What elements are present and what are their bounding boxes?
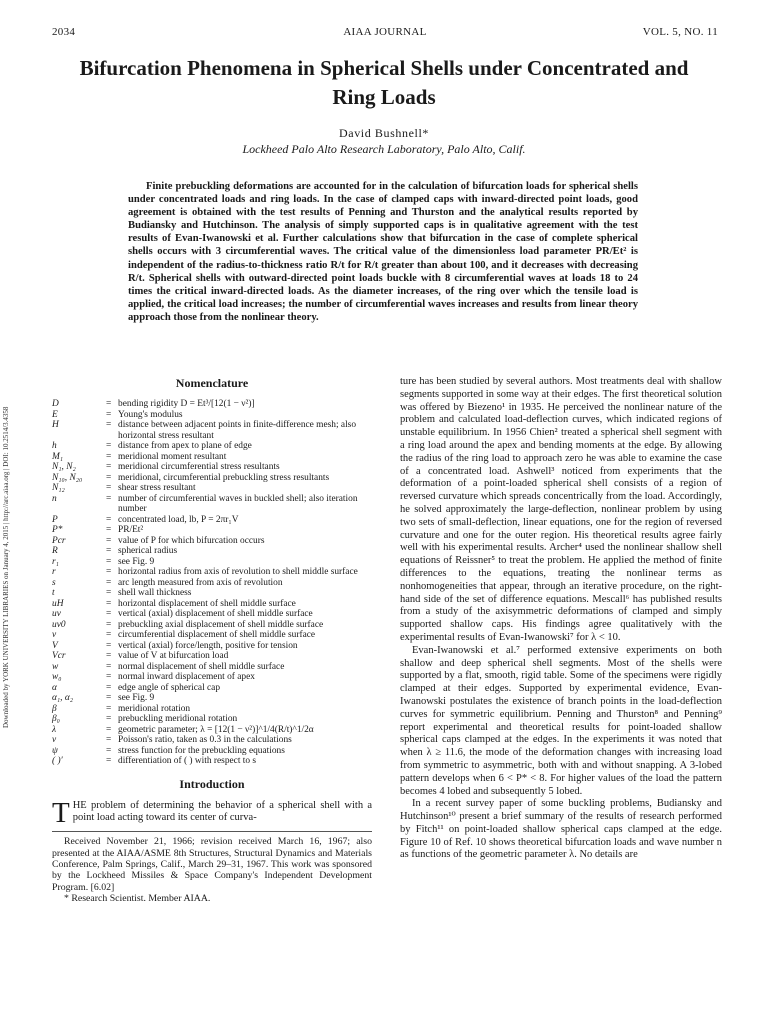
equals-sign: = bbox=[106, 598, 112, 609]
nomenclature-row bbox=[52, 641, 372, 652]
nomenclature-symbol: M₁ bbox=[52, 451, 64, 462]
equals-sign: = bbox=[106, 535, 112, 546]
nomenclature-row bbox=[52, 651, 372, 662]
nomenclature-symbol: ν bbox=[52, 735, 57, 745]
nomenclature-heading: Nomenclature bbox=[175, 376, 249, 390]
nomenclature-definition: meridional, circumferential prebuckling stress resultants bbox=[118, 472, 330, 483]
nomenclature-row bbox=[52, 452, 372, 463]
nomenclature-symbol: V bbox=[52, 640, 58, 651]
nomenclature-row bbox=[52, 725, 372, 736]
nomenclature-row bbox=[52, 515, 372, 526]
nomenclature-definition: vertical (axial) displacement of shell middle surface bbox=[118, 609, 313, 619]
nomenclature-row bbox=[52, 588, 372, 599]
equals-sign: = bbox=[106, 661, 112, 672]
equals-sign: = bbox=[106, 714, 112, 724]
nomenclature-row bbox=[52, 536, 372, 547]
nomenclature-symbol: s bbox=[52, 577, 56, 588]
nomenclature-row bbox=[52, 609, 372, 620]
nomenclature-definition: Poisson's ratio, taken as 0.3 in the calculations bbox=[118, 735, 292, 745]
equals-sign: = bbox=[106, 567, 112, 577]
introduction-paragraph bbox=[52, 796, 372, 829]
equals-sign: = bbox=[106, 420, 112, 430]
nomenclature-symbol: r₁ bbox=[52, 556, 59, 567]
body-paragraph: Evan-Iwanowski et al.⁷ performed extensive experiments on both shallow and deep spherical shell segments. Most of the shells were supported by a flat, smooth, rigid table. Some of the specimens were rigidly clamped at their edges. Supported by experimental evidence, Evan-Iwanowski postulates the existence of branch points in the load-deflection curves for symmetric equilibrium. Penning and Thurston⁸ and Penning⁹ report experimental and theoretical results for point-loaded shallow spherical caps clamped at the edges. In the experiments it was noted that when λ ≥ 11.6, the mode of the deformation changes with increasing load from symmetric to asymmetric, both with and without snapping. A 3-lobed pattern develops when 6 < P* < 8. For higher values of the load the pattern becomes 4 lobed and subsequently 5 lobed. bbox=[400, 644, 722, 797]
equals-sign: = bbox=[106, 451, 112, 462]
drop-cap: T bbox=[52, 796, 70, 829]
download-watermark: Downloaded by YORK UNIVERSITY LIBRARIES on January 4, 2015 | http://arc.aiaa.org | DOI: 10.2514/3.4358 bbox=[2, 406, 10, 728]
nomenclature-definition: number of circumferential waves in buckled shell; also iteration number bbox=[118, 493, 358, 514]
body-paragraph: ture has been studied by several authors. Most treatments deal with shallow segments supported in some way at their edges. The first theoretical solution was offered by Biezeno¹ in 1935. He perceived the nonlinear nature of the problem and calculated load-deflection curves, which indicated regions of unstable equilibrium. In 1956 Chien² treated a spherical shell segment with a ring load around the apex and bending moments at the edge. By allowing the radius of the ring load to approach zero he was able to examine the case of a concentrated load. Ashwell³ noticed from experiments that the deformation of a point-loaded spherical shell consists of a region of reversed curvature which spreads concentrically from the load. Accordingly, he solved approximately the large-deflection, nonlinear problem by using two sets of small-deflection, linear equations, one for the region of reversed curvature and one for the outer region. His theoretical results agree fairly well with his experimental results. Archer⁴ used the nonlinear shallow shell equations of Reissner⁵ to treat the problem. He applied the method of finite differences to the equations, treating the nonlinear terms as nonhomogeneities that appear, through an iterative procedure, on the right-hand side of the set of difference equations. Mescall⁶ has published results from a study of the axisymmetric deformations of clamped and simply supported shallow caps. His findings agree qualitatively with the experimental results of Evan-Iwanowski⁷ for λ < 10. bbox=[400, 376, 722, 643]
nomenclature-definition: PR/Et² bbox=[118, 525, 144, 535]
nomenclature-definition: vertical (axial) force/length, positive for tension bbox=[118, 640, 298, 651]
nomenclature-symbol: λ bbox=[52, 724, 57, 735]
nomenclature-definition: differentiation of ( ) with respect to s bbox=[118, 756, 257, 766]
nomenclature-row bbox=[52, 399, 372, 410]
nomenclature-symbol: N₁, N₂ bbox=[52, 462, 76, 472]
page-number: 2034 bbox=[52, 26, 76, 38]
equals-sign: = bbox=[106, 472, 112, 483]
nomenclature-row bbox=[52, 620, 372, 631]
nomenclature-symbol: α bbox=[52, 682, 57, 693]
nomenclature-definition: meridional circumferential stress resultants bbox=[118, 462, 280, 472]
introduction-heading: Introduction bbox=[179, 776, 245, 791]
paper-title: Bifurcation Phenomena in Spherical Shells under Concentrated and Ring Loads bbox=[79, 56, 689, 109]
nomenclature-symbol: β₀ bbox=[52, 714, 60, 724]
nomenclature-definition: prebuckling axial displacement of shell middle surface bbox=[118, 619, 324, 630]
equals-sign: = bbox=[106, 588, 112, 598]
volume-info: VOL. 5, NO. 11 bbox=[642, 26, 718, 38]
nomenclature-symbol: ( )′ bbox=[52, 756, 63, 766]
nomenclature-symbol: Vcr bbox=[52, 651, 66, 661]
nomenclature-list bbox=[52, 399, 372, 767]
author-name: David Bushnell* bbox=[339, 126, 429, 140]
equals-sign: = bbox=[106, 630, 112, 640]
nomenclature-definition: shell wall thickness bbox=[118, 588, 192, 598]
equals-sign: = bbox=[106, 672, 112, 682]
nomenclature-definition: edge angle of spherical cap bbox=[118, 682, 221, 693]
nomenclature-symbol: α₁, α₂ bbox=[52, 693, 74, 703]
nomenclature-row bbox=[52, 735, 372, 746]
equals-sign: = bbox=[106, 724, 112, 735]
equals-sign: = bbox=[106, 651, 112, 661]
equals-sign: = bbox=[106, 441, 112, 451]
nomenclature-symbol: R bbox=[52, 546, 58, 556]
nomenclature-symbol: t bbox=[52, 588, 55, 598]
equals-sign: = bbox=[106, 525, 112, 535]
nomenclature-row bbox=[52, 525, 372, 536]
nomenclature-definition: stress function for the prebuckling equations bbox=[118, 745, 285, 756]
nomenclature-symbol: P* bbox=[52, 525, 63, 535]
nomenclature-definition: see Fig. 9 bbox=[118, 693, 155, 703]
nomenclature-row bbox=[52, 746, 372, 757]
equals-sign: = bbox=[106, 399, 112, 409]
equals-sign: = bbox=[106, 745, 112, 756]
equals-sign: = bbox=[106, 619, 112, 630]
nomenclature-symbol: uv0 bbox=[52, 619, 66, 630]
nomenclature-definition: horizontal displacement of shell middle surface bbox=[118, 598, 296, 609]
equals-sign: = bbox=[106, 640, 112, 651]
nomenclature-definition: geometric parameter; λ = [12(1 − ν²)]^1/4(R/t)^1/2α bbox=[118, 724, 314, 735]
footnotes bbox=[52, 831, 372, 904]
nomenclature-symbol: w₀ bbox=[52, 672, 62, 682]
equals-sign: = bbox=[106, 493, 112, 504]
nomenclature-definition: distance from apex to plane of edge bbox=[118, 441, 252, 451]
nomenclature-symbol: Pcr bbox=[52, 535, 66, 546]
nomenclature-definition: normal displacement of shell middle surface bbox=[118, 661, 285, 672]
nomenclature-row bbox=[52, 578, 372, 589]
nomenclature-row bbox=[52, 420, 372, 441]
equals-sign: = bbox=[106, 409, 112, 420]
nomenclature-definition: value of P for which bifurcation occurs bbox=[118, 535, 265, 546]
nomenclature-definition: spherical radius bbox=[118, 546, 178, 556]
nomenclature-symbol: uH bbox=[52, 598, 64, 609]
equals-sign: = bbox=[106, 756, 112, 766]
nomenclature-definition: normal inward displacement of apex bbox=[118, 672, 255, 682]
nomenclature-row bbox=[52, 567, 372, 578]
nomenclature-symbol: H bbox=[52, 420, 59, 430]
nomenclature-symbol: ψ bbox=[52, 745, 58, 756]
nomenclature-definition: horizontal radius from axis of revolution to shell middle surface bbox=[118, 567, 358, 577]
equals-sign: = bbox=[106, 546, 112, 556]
equals-sign: = bbox=[106, 577, 112, 588]
equals-sign: = bbox=[106, 682, 112, 693]
nomenclature-row bbox=[52, 672, 372, 683]
nomenclature-row bbox=[52, 662, 372, 673]
nomenclature-row bbox=[52, 557, 372, 568]
equals-sign: = bbox=[106, 609, 112, 619]
nomenclature-row bbox=[52, 410, 372, 421]
nomenclature-row bbox=[52, 630, 372, 641]
nomenclature-row bbox=[52, 483, 372, 494]
footnote-author: * Research Scientist. Member AIAA. bbox=[64, 893, 211, 905]
equals-sign: = bbox=[106, 462, 112, 472]
nomenclature-row bbox=[52, 441, 372, 452]
nomenclature-definition: circumferential displacement of shell middle surface bbox=[118, 630, 316, 640]
nomenclature-symbol: P bbox=[52, 514, 58, 525]
nomenclature-definition: arc length measured from axis of revolution bbox=[118, 577, 283, 588]
nomenclature-definition: bending rigidity D = Et³/[12(1 − ν²)] bbox=[118, 399, 255, 409]
nomenclature-symbol: h bbox=[52, 441, 57, 451]
nomenclature-symbol: E bbox=[52, 409, 58, 420]
equals-sign: = bbox=[106, 556, 112, 567]
nomenclature-symbol: r bbox=[52, 567, 56, 577]
nomenclature-definition: meridional rotation bbox=[118, 703, 191, 714]
nomenclature-symbol: v bbox=[52, 630, 57, 640]
nomenclature-definition: value of V at bifurcation load bbox=[118, 651, 229, 661]
equals-sign: = bbox=[106, 483, 112, 493]
nomenclature-row bbox=[52, 546, 372, 557]
right-column bbox=[400, 376, 722, 1016]
left-column bbox=[52, 376, 372, 1016]
author-affiliation: Lockheed Palo Alto Research Laboratory, Palo Alto, Calif. bbox=[242, 142, 526, 156]
nomenclature-symbol: β bbox=[52, 703, 57, 714]
nomenclature-definition: distance between adjacent points in finite-difference mesh; also horizontal stress resultant bbox=[118, 420, 357, 441]
nomenclature-symbol: N₁₀, N₂₀ bbox=[52, 472, 83, 483]
footnote-received: Received November 21, 1966; revision received March 16, 1967; also presented at the AIAA/ASME 8th Structures, Structural Dynamics and Materials Conference, Palm Springs, Calif., March 29–31, 1967. This work was sponsored by the Lockheed Missiles & Space Company's Independent Development Program. [6.02] bbox=[52, 836, 372, 893]
nomenclature-row bbox=[52, 599, 372, 610]
nomenclature-definition: prebuckling meridional rotation bbox=[118, 714, 238, 724]
nomenclature-symbol: n bbox=[52, 493, 57, 504]
nomenclature-row bbox=[52, 494, 372, 515]
nomenclature-definition: concentrated load, lb, P = 2πr₁V bbox=[118, 514, 239, 525]
nomenclature-definition: Young's modulus bbox=[118, 409, 183, 420]
equals-sign: = bbox=[106, 514, 112, 525]
nomenclature-row bbox=[52, 704, 372, 715]
nomenclature-symbol: D bbox=[52, 399, 59, 409]
nomenclature-row bbox=[52, 462, 372, 473]
nomenclature-definition: meridional moment resultant bbox=[118, 451, 227, 462]
body-paragraph: In a recent survey paper of some buckling problems, Budiansky and Hutchinson¹⁰ present a brief summary of the results of research performed by Fitch¹¹ on point-loaded shallow spherical caps clamped at the edge. Figure 10 of Ref. 10 shows theoretical bifurcation loads and wave number n as functions of the geometric parameter λ. No details are bbox=[400, 798, 722, 861]
nomenclature-definition: see Fig. 9 bbox=[118, 556, 155, 567]
nomenclature-row bbox=[52, 693, 372, 704]
nomenclature-row bbox=[52, 473, 372, 484]
introduction-text: HE problem of determining the behavior of a spherical shell with a point load acting toward its center of curva- bbox=[72, 799, 372, 824]
nomenclature-row bbox=[52, 683, 372, 694]
abstract: Finite prebuckling deformations are accounted for in the calculation of bifurcation loads for spherical shells under concentrated loads and ring loads. In the case of clamped caps with inward-directed point loads, good agreement is obtained with the test results of Penning and Thurston and the analytical results reported by Budiansky and Hutchinson. The analysis of simply supported caps is in qualitative agreement with the test results of Evan-Iwanowski et al. Further calculations show that bifurcation in the case of complete spherical shells occurs with 3 circumferential waves. The critical value of the dimensionless load parameter PR/Et² is independent of the radius-to-thickness ratio R/t for R/t greater than about 100, and it decreases with decreasing R/t. Spherical shells with outward-directed point loads buckle with 8 circumferential waves at loads 18 to 24 times the critical inward-directed loads. As the diameter increases, of the ring over which the tensile load is applied, the critical load increases; the number of circumferential waves increases and results from linear theory approach those from the nonlinear theory. bbox=[128, 181, 638, 323]
nomenclature-definition: shear stress resultant bbox=[118, 483, 196, 493]
nomenclature-row bbox=[52, 756, 372, 767]
equals-sign: = bbox=[106, 693, 112, 703]
equals-sign: = bbox=[106, 703, 112, 714]
nomenclature-row bbox=[52, 714, 372, 725]
journal-name: AIAA JOURNAL bbox=[343, 26, 427, 38]
nomenclature-symbol: N₁₂ bbox=[52, 483, 65, 493]
nomenclature-symbol: uv bbox=[52, 609, 61, 619]
equals-sign: = bbox=[106, 735, 112, 745]
nomenclature-symbol: w bbox=[52, 661, 59, 672]
